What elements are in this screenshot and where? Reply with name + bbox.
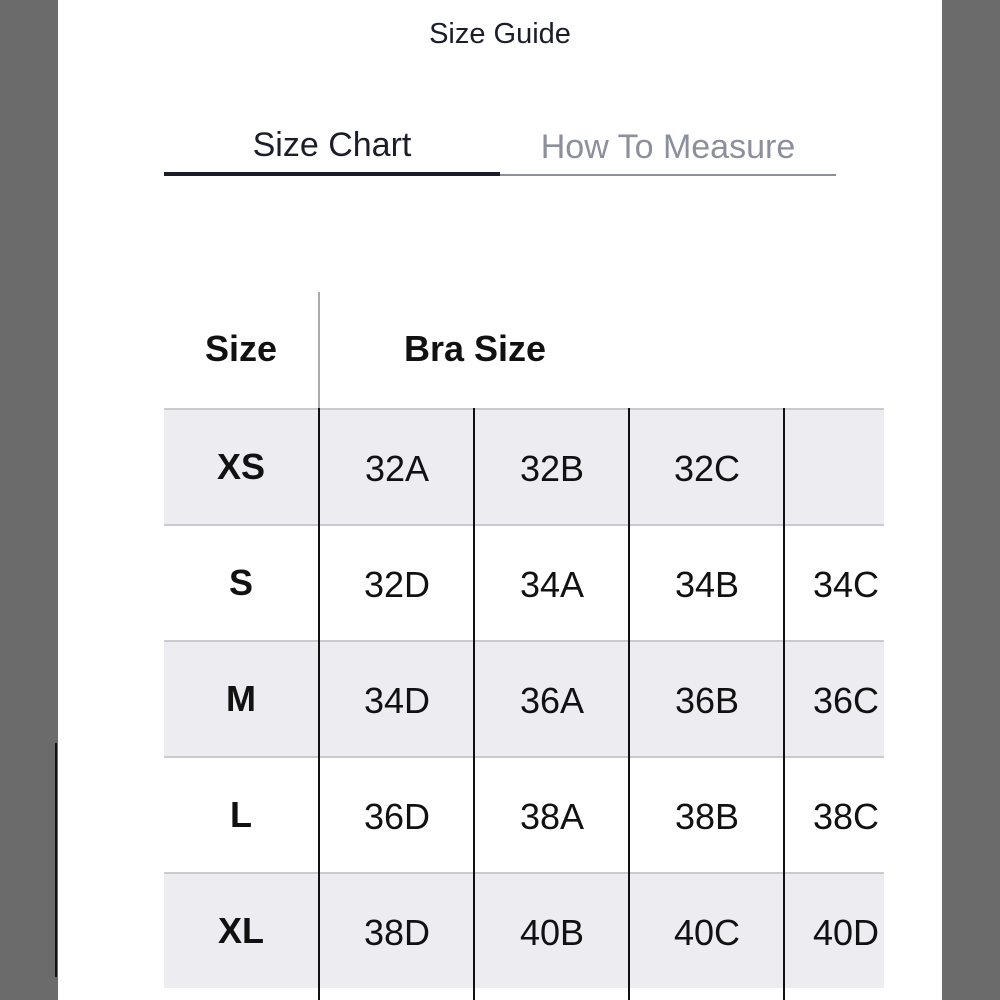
size-label: L	[230, 794, 252, 835]
column-divider	[628, 408, 630, 1000]
table-header	[164, 292, 884, 408]
table-row	[164, 640, 884, 756]
bra-size-cell: 36C	[813, 680, 880, 721]
bra-size-cell: 32B	[519, 448, 585, 489]
size-label: XS	[216, 446, 266, 487]
bra-size-cell: 36D	[363, 796, 431, 837]
bra-size-cell: 40B	[519, 912, 585, 953]
bra-size-cell: 38A	[519, 796, 585, 837]
bra-size-cell: 34D	[363, 680, 431, 721]
size-label: M	[226, 678, 256, 719]
bra-size-cell: 34B	[674, 564, 740, 605]
column-divider	[473, 408, 475, 1000]
tab-how-to-measure[interactable]: How To Measure	[500, 122, 836, 176]
bra-size-cell: 40D	[813, 912, 880, 953]
bra-size-cell: 40C	[673, 912, 741, 953]
column-divider	[318, 408, 320, 1000]
size-label: XL	[217, 910, 264, 951]
bra-size-cell: 34C	[813, 564, 880, 605]
bra-size-cell: 32A	[364, 448, 430, 489]
table-row	[164, 756, 884, 872]
edge-divider	[55, 743, 57, 977]
bra-size-cell: 36B	[674, 680, 740, 721]
bra-size-cell: 32C	[673, 448, 741, 489]
bra-size-cell: 36A	[519, 680, 585, 721]
column-divider	[783, 408, 785, 1000]
tab-bar	[164, 120, 836, 176]
page-title: Size Guide	[429, 18, 571, 50]
table-row	[164, 524, 884, 640]
table-row	[164, 408, 884, 524]
tab-size-chart[interactable]: Size Chart	[164, 120, 500, 176]
bra-size-cell: 38B	[674, 796, 740, 837]
bra-size-cell: 38D	[363, 912, 431, 953]
size-guide-panel	[58, 0, 942, 1000]
bra-size-cell: 38C	[813, 796, 880, 837]
size-chart-table	[164, 292, 884, 1000]
column-header-size: Size	[204, 328, 278, 369]
table-body	[164, 408, 884, 988]
bra-size-cell: 32D	[363, 564, 431, 605]
bra-size-cell	[785, 410, 884, 524]
size-label: S	[228, 562, 253, 603]
table-row	[164, 872, 884, 988]
bra-size-cell: 34A	[519, 564, 585, 605]
column-header-bra-size: Bra Size	[403, 328, 547, 369]
